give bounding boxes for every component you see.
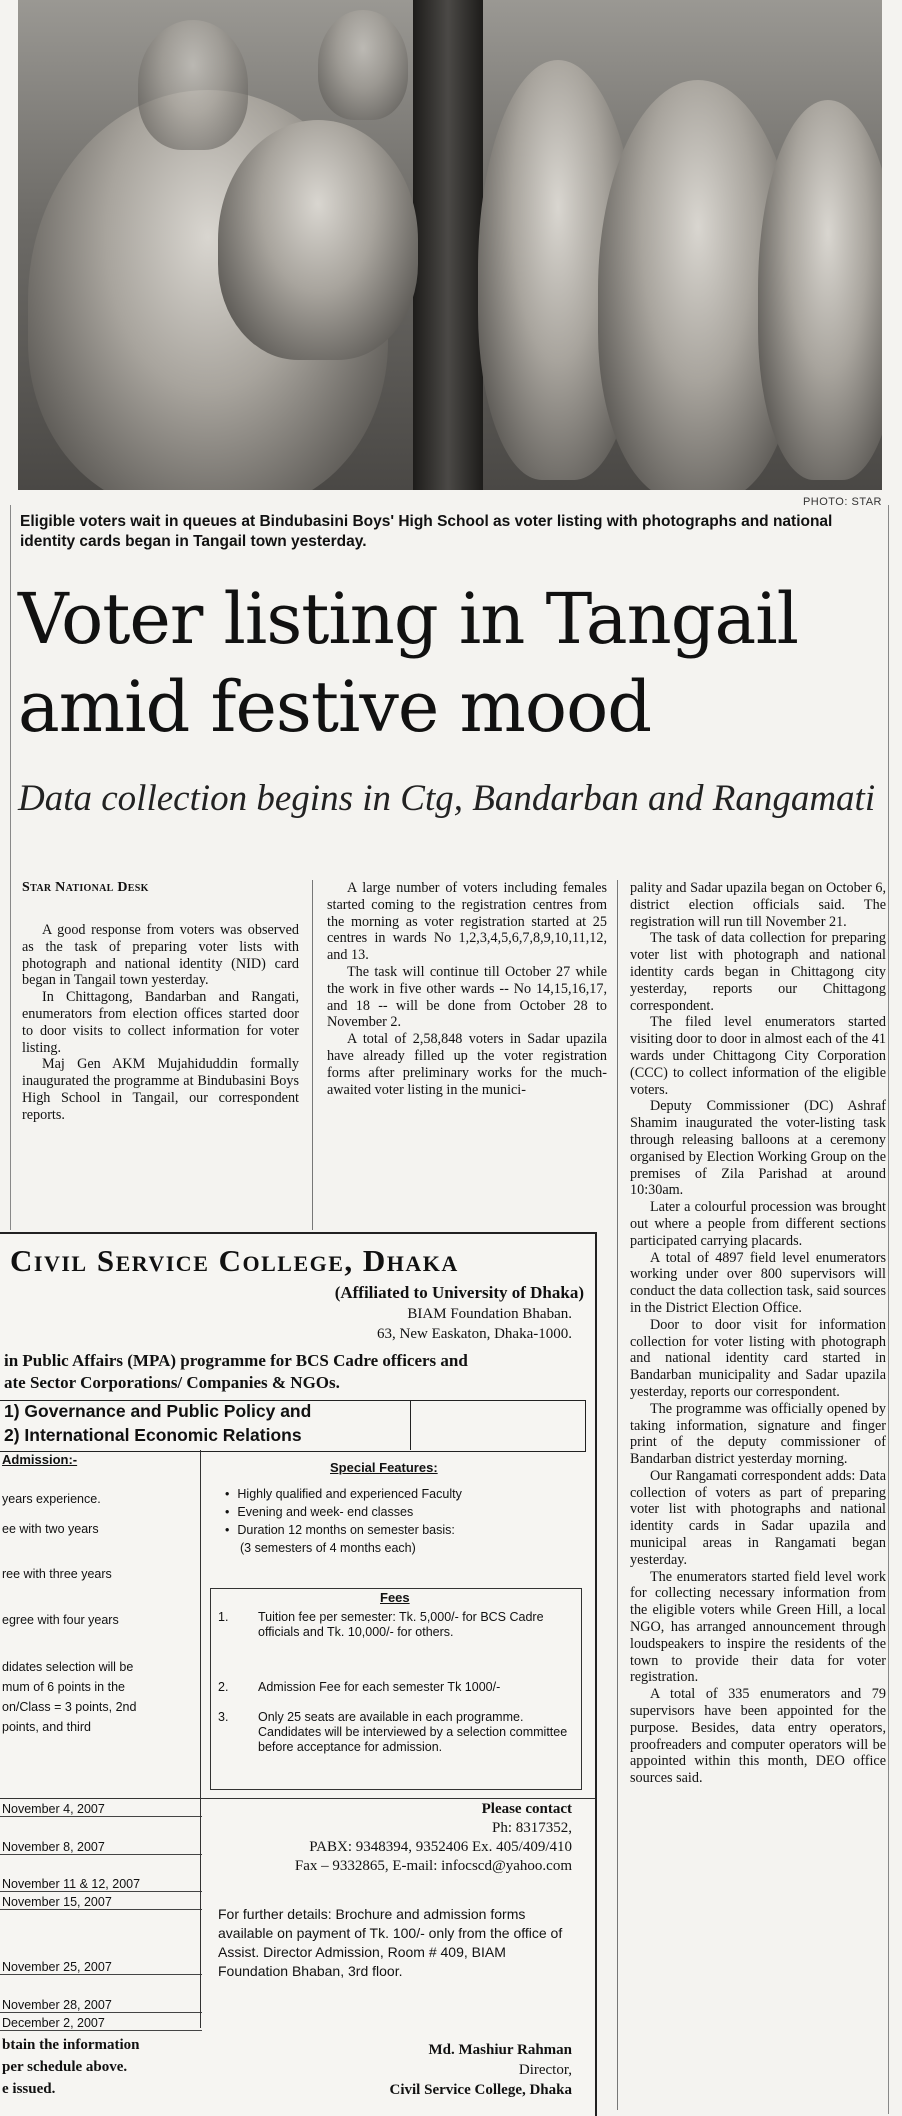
fee-text: Admission Fee for each semester Tk 1000/- xyxy=(258,1680,501,1694)
admission-line: ee with two years xyxy=(2,1522,99,1536)
fee-number: 1. xyxy=(218,1610,229,1624)
programme-line: in Public Affairs (MPA) programme for BCS Cadre officers and xyxy=(4,1351,468,1370)
paragraph: Maj Gen AKM Mujahiduddin formally inaugurated the programme at Bindubasini Boys High School in Tangail, our correspondent reports. xyxy=(22,1056,299,1123)
date-row: November 25, 2007 xyxy=(0,1960,202,1975)
paragraph: Door to door visit for information collection for voter listing with photograph and national identity card started in Bandarban municipality and Sadar upazila yesterday, reports our correspondent. xyxy=(630,1316,886,1400)
news-photo xyxy=(18,0,882,490)
photo-credit: PHOTO: STAR xyxy=(802,496,882,508)
details-text: For further details: Brochure and admission forms available on payment of Tk. 100/- only from the office of Assist. Director Admission, Room # 409, BIAM Foundation Bhaban, 3rd floor. xyxy=(218,1906,563,1979)
paragraph: A total of 4897 field level enumerators working under over 800 supervisors will conduct the data collection task, said sources in the District Election Office. xyxy=(630,1249,886,1316)
paragraph: A total of 335 enumerators and 79 supervisors have been appointed for the purpose. Besides, data entry operators, proofreaders and computer operators will be appointed within this month, DEO office sources said. xyxy=(630,1686,886,1787)
article-column-3 xyxy=(630,880,886,1787)
box-divider xyxy=(410,1400,411,1450)
headline: Voter listing in Tangail amid festive mood xyxy=(18,578,799,748)
admission-line: didates selection will be xyxy=(2,1660,134,1674)
fee-number: 3. xyxy=(218,1710,229,1724)
byline: Star National Desk xyxy=(22,880,149,895)
article-column-1 xyxy=(22,922,299,1124)
column-divider xyxy=(617,880,618,2110)
ad-title: Civil Service College, Dhaka xyxy=(10,1243,459,1278)
divider xyxy=(0,1798,595,1799)
date-row: November 11 & 12, 2007 xyxy=(0,1877,202,1892)
right-rule xyxy=(888,505,889,2114)
date-row: December 2, 2007 xyxy=(0,2016,202,2031)
signatory-title: Director, xyxy=(518,2062,572,2078)
admission-line: on/Class = 3 points, 2nd xyxy=(2,1700,137,1714)
admission-line: years experience. xyxy=(2,1492,101,1506)
ad-programme xyxy=(4,1350,589,1394)
specialisation-2: 2) International Economic Relations xyxy=(4,1425,302,1445)
paragraph: A good response from voters was observed as the task of preparing voter lists with photograph and national identity (NID) card began in Tangail town yesterday. xyxy=(22,922,299,989)
date-row: November 28, 2007 xyxy=(0,1998,202,2013)
address-line: 63, New Easkaton, Dhaka-1000. xyxy=(377,1326,572,1342)
paragraph: A large number of voters including females started coming to the registration centres from the morning as voter registration started at 25 centres in wards No 1,2,3,4,5,6,7,8,9,10,11,12, and 13. xyxy=(327,880,607,964)
paragraph: Later a colourful procession was brought out where a people from different sections participated carrying placards. xyxy=(630,1199,886,1249)
fax-email: Fax – 9332865, E-mail: infocscd@yahoo.com xyxy=(294,1858,572,1874)
ad-address xyxy=(300,1304,572,1344)
admission-heading: Admission:- xyxy=(2,1452,78,1467)
paragraph: A total of 2,58,848 voters in Sadar upazila have already filled up the voter registration forms after preliminary works for the much-awaited voter listing in the munici- xyxy=(327,1031,607,1098)
photo-caption: Eligible voters wait in queues at Bindubasini Boys' High School as voter listing with photographs and national identity cards began in Tangail town yesterday. xyxy=(20,513,833,550)
date-row: November 8, 2007 xyxy=(0,1840,202,1855)
paragraph: The programme was officially opened by taking information, signature and finger print of the deputy commissioner of Bandarban district yesterday morning. xyxy=(630,1400,886,1468)
left-rule xyxy=(10,505,11,1230)
paragraph: The filed level enumerators started visiting door to door in almost each of the 41 wards under Chittagong City Corporation (CCC) to collect information of the eligible voters. xyxy=(630,1014,886,1098)
admission-line: egree with four years xyxy=(2,1613,119,1627)
fee-text: Only 25 seats are available in each programme. Candidates will be interviewed by a selection committee before acceptance for admission. xyxy=(258,1710,568,1754)
admission-line: points, and third xyxy=(2,1720,91,1734)
features-heading: Special Features: xyxy=(330,1460,438,1475)
paragraph: The task of data collection for preparing voter list with photograph and national identity cards began in Chittagong city yesterday, reports our Chittagong correspondent. xyxy=(630,930,886,1014)
paragraph: pality and Sadar upazila began on October 6, district election officials said. The registration will run till November 21. xyxy=(630,880,886,930)
feature-item: • Highly qualified and experienced Faculty xyxy=(225,1487,462,1502)
article-column-2 xyxy=(327,880,607,1098)
divider xyxy=(200,1798,201,2028)
footer-line: e issued. xyxy=(2,2081,56,2097)
subheadline: Data collection begins in Ctg, Bandarban and Rangamati xyxy=(18,778,876,819)
column-divider xyxy=(312,880,313,1230)
fees-heading: Fees xyxy=(380,1590,410,1605)
phone: Ph: 8317352, xyxy=(491,1820,572,1836)
signatory xyxy=(330,2040,572,2100)
contact-block xyxy=(220,1800,572,1876)
paragraph: In Chittagong, Bandarban and Rangati, enumerators from election offices started door to door visits to collect information for voter listing. xyxy=(22,989,299,1056)
signatory-org: Civil Service College, Dhaka xyxy=(389,2082,572,2098)
admission-line: ree with three years xyxy=(2,1567,112,1581)
specialisation-1: 1) Governance and Public Policy and xyxy=(4,1401,312,1421)
ad-affiliation: (Affiliated to University of Dhaka) xyxy=(334,1283,584,1302)
feature-item: • Evening and week- end classes xyxy=(225,1505,413,1520)
ad-footer-left xyxy=(2,2034,140,2100)
paragraph: Our Rangamati correspondent adds: Data collection of voters as part of preparing voter list with photographs and national identity cards in Sadar upazila and municipal areas in Rangamati began yesterday. xyxy=(630,1467,886,1568)
feature-item: • Duration 12 months on semester basis: xyxy=(225,1523,455,1538)
paragraph: The enumerators started field level work for collecting necessary information from the eligible voters while Green Hill, a local NGO, has arranged announcement through loudspeakers to inspire the residents of the town to provide their data for voter registration. xyxy=(630,1568,886,1686)
fee-text: Tuition fee per semester: Tk. 5,000/- for BCS Cadre officials and Tk. 10,000/- for others. xyxy=(258,1610,544,1639)
address-line: BIAM Foundation Bhaban. xyxy=(407,1306,572,1322)
footer-line: btain the information xyxy=(2,2037,140,2053)
footer-line: per schedule above. xyxy=(2,2059,128,2075)
feature-item: (3 semesters of 4 months each) xyxy=(240,1541,416,1555)
programme-line: ate Sector Corporations/ Companies & NGOs. xyxy=(4,1373,340,1392)
contact-heading: Please contact xyxy=(481,1801,572,1817)
fee-number: 2. xyxy=(218,1680,229,1694)
admission-line: mum of 6 points in the xyxy=(2,1680,125,1694)
pabx: PABX: 9348394, 9352406 Ex. 405/409/410 xyxy=(309,1839,572,1855)
signatory-name: Md. Mashiur Rahman xyxy=(428,2042,572,2058)
date-row: November 4, 2007 xyxy=(0,1802,202,1817)
date-row: November 15, 2007 xyxy=(0,1895,202,1910)
paragraph: The task will continue till October 27 while the work in five other wards -- No 14,15,16,17, and 18 -- will be done from October 28 to November 2. xyxy=(327,963,607,1031)
paragraph: Deputy Commissioner (DC) Ashraf Shamim inaugurated the voter-listing task through releasing balloons at a ceremony organised by Election Working Group on the premises of Zila Parishad at around 10:30am. xyxy=(630,1098,886,1199)
